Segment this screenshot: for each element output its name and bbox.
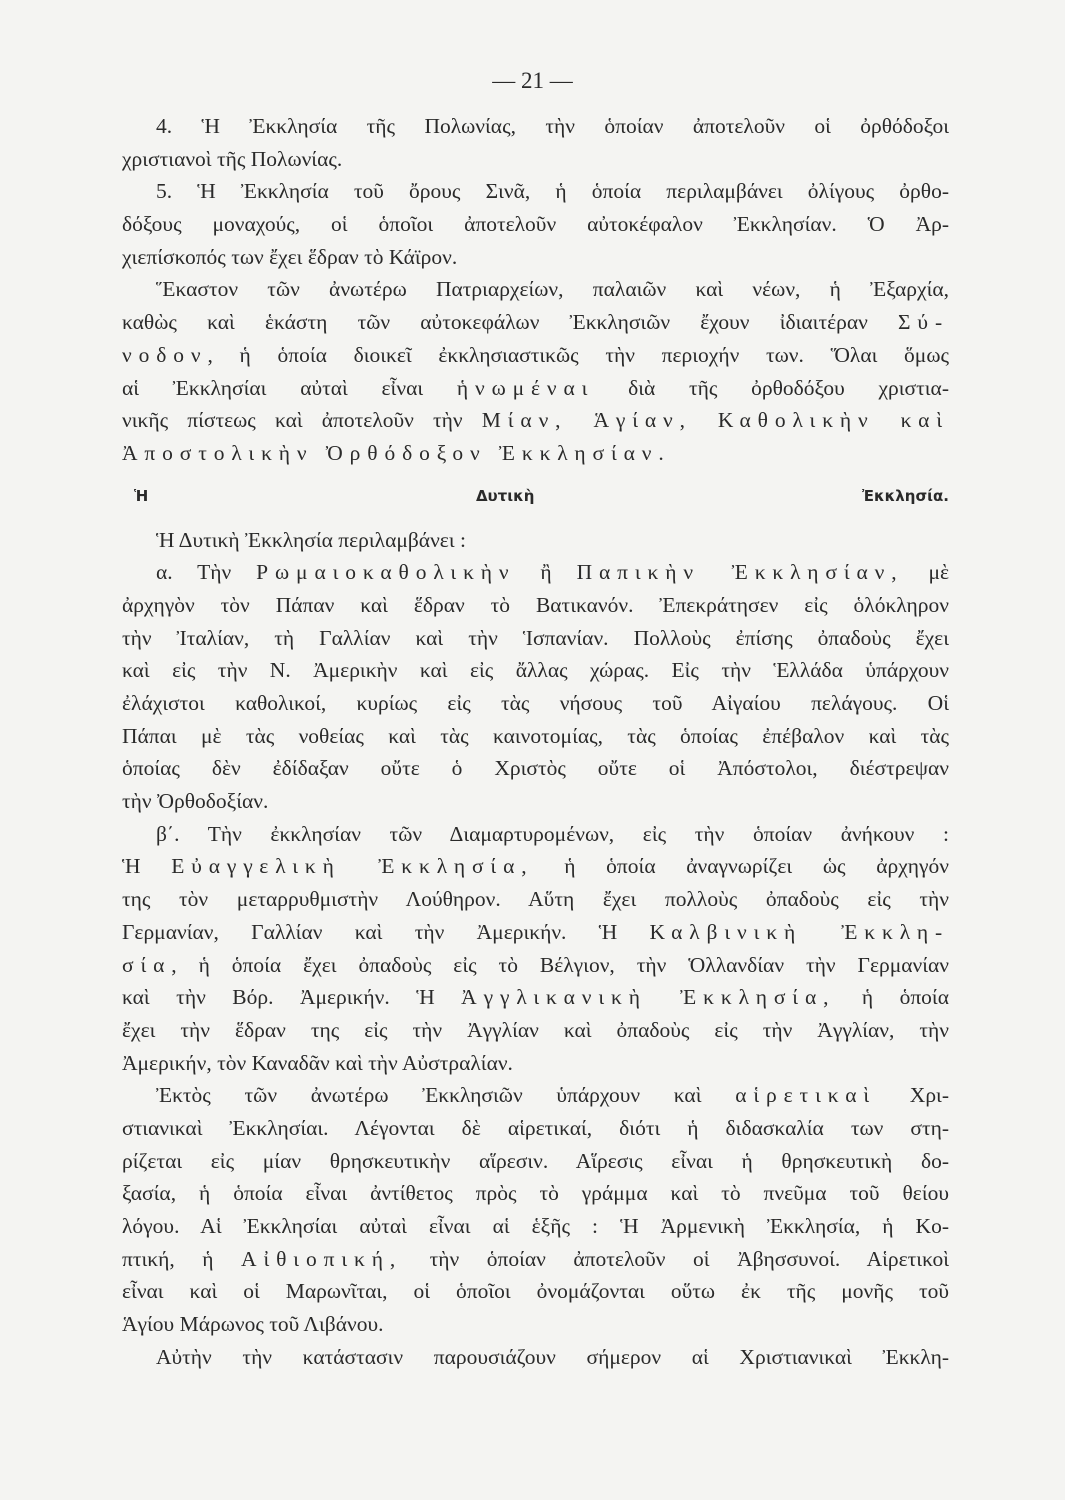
text-segment: χριστιανοὶ τῆς Πολωνίας. — [122, 146, 343, 171]
text-segment: ὁποίας δὲν ἐδίδαξαν οὔτε ὁ Χριστὸς οὔτε οἱ Ἀπόστολοι, διέστρεψαν — [122, 756, 949, 781]
text-segment: Ἕκαστον τῶν ἀνωτέρω Πατριαρχείων, παλαιῶν καὶ νέων, ἡ Ἐξαρχία, — [156, 277, 949, 302]
text-segment: ἢ — [515, 560, 577, 585]
text-line — [122, 241, 949, 274]
text-line — [122, 785, 949, 818]
emphasized-text: νοδον — [122, 342, 208, 367]
text-line — [122, 339, 949, 372]
text-line — [122, 556, 949, 589]
text-line — [122, 404, 949, 437]
text-segment: ἔχει τὴν ἕδραν της εἰς τὴν Ἀγγλίαν καὶ ὀπαδοὺς εἰς τὴν Ἀγγλίαν, τὴν — [122, 1017, 949, 1042]
text-segment: Ἀμερικήν, τὸν Καναδᾶν καὶ τὴν Αὐστραλίαν. — [122, 1050, 513, 1075]
emphasized-text: Μίαν, Ἁγίαν, Καθολικὴν καὶ — [481, 408, 949, 433]
text-line — [122, 589, 949, 622]
text-segment: , ἡ ὁποία ἔχει ὀπαδοὺς εἰς τὸ Βέλγιον, τὴν Ὁλλανδίαν τὴν Γερμανίαν — [171, 952, 949, 977]
text-line — [122, 1079, 949, 1112]
text-segment: ἐλάχιστοι καθολικοί, κυρίως εἰς τὰς νήσους τοῦ Αἰγαίου πελάγους. Οἱ — [122, 691, 949, 715]
text-segment: της τὸν μεταρρυθμιστὴν Λούθηρον. Αὕτη ἔχει πολλοὺς ὀπαδοὺς εἰς τὴν — [122, 887, 949, 912]
text-line — [122, 437, 949, 470]
text-segment: καθὼς καὶ ἑκάστη τῶν αὐτοκεφάλων Ἐκκλησιῶν ἔχουν ἰδιαιτέραν — [122, 310, 899, 335]
text-segment: α. Τὴν — [156, 560, 257, 585]
text-line — [122, 1308, 949, 1341]
text-line — [122, 524, 949, 557]
text-line — [122, 306, 949, 339]
text-line — [122, 143, 949, 176]
emphasized-text: Παπικὴν Ἐκκλησίαν, — [576, 560, 904, 585]
emphasized-text: Σύ- — [898, 310, 949, 335]
emphasized-text: αἱρετικαὶ — [735, 1083, 877, 1108]
text-segment: Ἐκτὸς τῶν ἀνωτέρω Ἐκκλησιῶν ὑπάρχουν καὶ — [156, 1083, 736, 1108]
emphasized-text: Ἀποστολικὴν Ὀρθόδοξον Ἐκκλησίαν. — [122, 440, 671, 465]
text-segment: τὴν Ἰταλίαν, τὴ Γαλλίαν καὶ τὴν Ἱσπανίαν. Πολλοὺς ἐπίσης ὀπαδοὺς ἔχει — [122, 625, 949, 650]
text-segment: ἀρχηγὸν τὸν Πάπαν καὶ ἕδραν τὸ Βατικανόν. Ἐπεκράτησεν εἰς ὁλόκληρον — [122, 592, 949, 617]
emphasized-text: ἡνωμέναι — [456, 375, 595, 400]
page-number: — 21 — — [492, 68, 573, 93]
text-segment: λόγου. Αἱ Ἐκκλησίαι αὐταὶ εἶναι αἱ ἑξῆς : Ἡ Ἀρμενικὴ Ἐκκλησία, ἡ Κο- — [122, 1214, 949, 1238]
emphasized-text: Ρωμαιοκαθολικὴν — [256, 560, 516, 585]
emphasized-text: Καλβινικὴ Ἐκκλη- — [649, 919, 949, 944]
text-line — [122, 916, 949, 949]
text-line — [122, 949, 949, 982]
text-line — [122, 175, 949, 208]
text-segment: τὴν Ὀρθοδοξίαν. — [122, 789, 269, 814]
text-segment: διὰ τῆς ὀρθοδόξου χριστια- — [594, 375, 949, 400]
text-line — [122, 1243, 949, 1276]
text-line — [122, 981, 949, 1014]
text-line — [122, 752, 949, 785]
text-segment: καὶ εἰς τὴν Ν. Ἀμερικὴν καὶ εἰς ἄλλας χώρας. Εἰς τὴν Ἑλλάδα ὑπάρχουν — [122, 658, 949, 683]
text-segment: μὲ — [903, 560, 949, 585]
text-segment: χιεπίσκοπός των ἔχει ἕδραν τὸ Κάϊρον. — [122, 244, 458, 269]
text-segment: Χρι- — [876, 1083, 950, 1108]
text-line — [122, 1210, 949, 1243]
body-text — [122, 110, 949, 1373]
emphasized-text: Ἀγγλικανικὴ Ἐκκλησία, — [461, 985, 836, 1010]
text-segment: Ἡ Δυτικὴ Ἐκκλησία περιλαμβάνει : — [156, 527, 466, 552]
text-segment: 4. Ἡ Ἐκκλησία τῆς Πολωνίας, τὴν ὁποίαν ἀποτελοῦν οἱ ὀρθόδοξοι — [156, 114, 949, 138]
text-line — [122, 1112, 949, 1145]
text-line — [122, 622, 949, 655]
text-segment: Πάπαι μὲ τὰς νοθείας καὶ τὰς καινοτομίας, τὰς ὁποίας ἐπέβαλον καὶ τὰς — [122, 723, 949, 748]
text-segment: τὴν ὁποίαν ἀποτελοῦν οἱ Ἀβησσυνοί. Αἱρετικοὶ — [402, 1246, 949, 1271]
text-line — [122, 850, 949, 883]
text-line — [122, 372, 949, 405]
emphasized-text: Εὐαγγελικὴ Ἐκκλησία, — [171, 854, 534, 879]
text-segment: αἱ Ἐκκλησίαι αὐταὶ εἶναι — [122, 375, 457, 400]
text-line — [122, 1177, 949, 1210]
text-segment: ἡ ὁποία — [835, 985, 949, 1010]
text-segment: Ἁγίου Μάρωνος τοῦ Λιβάνου. — [122, 1312, 384, 1337]
text-segment: στιανικαὶ Ἐκκλησίαι. Λέγονται δὲ αἱρετικαί, διότι ἡ διδασκαλία των στη- — [122, 1115, 949, 1140]
text-segment: Ἡ Δυτικὴ Ἐκκλησία. — [134, 486, 949, 505]
text-segment: καὶ τὴν Βόρ. Ἀμερικήν. Ἡ — [122, 985, 462, 1010]
text-segment: πτική, ἡ — [122, 1246, 242, 1271]
text-line — [122, 110, 949, 143]
emphasized-text: Αἰθιοπική, — [241, 1246, 403, 1271]
text-segment: δόξους μοναχούς, οἱ ὁποῖοι ἀποτελοῦν αὐτοκέφαλον Ἐκκλησίαν. Ὁ Ἀρ- — [122, 212, 949, 237]
text-line — [122, 1341, 949, 1374]
text-line — [122, 1014, 949, 1047]
text-segment: , ἡ ὁποία διοικεῖ ἐκκλησιαστικῶς τὴν περιοχήν των. Ὅλαι ὅμως — [207, 342, 949, 367]
text-line — [122, 273, 949, 306]
text-segment: ρίζεται εἰς μίαν θρησκευτικὴν αἵρεσιν. Αἵρεσις εἶναι ἡ θρησκευτικὴ δο- — [122, 1148, 949, 1173]
text-line — [122, 208, 949, 241]
text-line — [122, 1275, 949, 1308]
text-segment: Ἡ — [122, 854, 172, 879]
text-segment: β΄. Τὴν ἐκκλησίαν τῶν Διαμαρτυρομένων, εἰς τὴν ὁποίαν ἀνήκουν : — [156, 821, 949, 846]
text-line — [122, 720, 949, 753]
section-heading — [122, 474, 949, 518]
text-line — [122, 1145, 949, 1178]
text-segment: νικῆς πίστεως καὶ ἀποτελοῦν τὴν — [122, 408, 482, 433]
text-line — [122, 687, 949, 720]
text-segment: ξασία, ἡ ὁποία εἶναι ἀντίθετος πρὸς τὸ γράμμα καὶ τὸ πνεῦμα τοῦ θείου — [122, 1181, 949, 1206]
text-line — [122, 818, 949, 851]
emphasized-text: σία — [122, 952, 172, 977]
text-segment: Γερμανίαν, Γαλλίαν καὶ τὴν Ἀμερικήν. Ἡ — [122, 919, 650, 944]
text-line — [122, 1047, 949, 1080]
text-segment: 5. Ἡ Ἐκκλησία τοῦ ὄρους Σινᾶ, ἡ ὁποία περιλαμβάνει ὀλίγους ὀρθο- — [156, 179, 949, 204]
text-line — [122, 654, 949, 687]
text-line — [122, 883, 949, 916]
text-segment: Αὐτὴν τὴν κατάστασιν παρουσιάζουν σήμερον αἱ Χριστιανικαὶ Ἐκκλη- — [156, 1344, 949, 1369]
text-segment: ἡ ὁποία ἀναγνωρίζει ὡς ἀρχηγόν — [533, 854, 949, 879]
text-segment: εἶναι καὶ οἱ Μαρωνῖται, οἱ ὁποῖοι ὀνομάζονται οὕτω ἐκ τῆς μονῆς τοῦ — [122, 1279, 949, 1304]
